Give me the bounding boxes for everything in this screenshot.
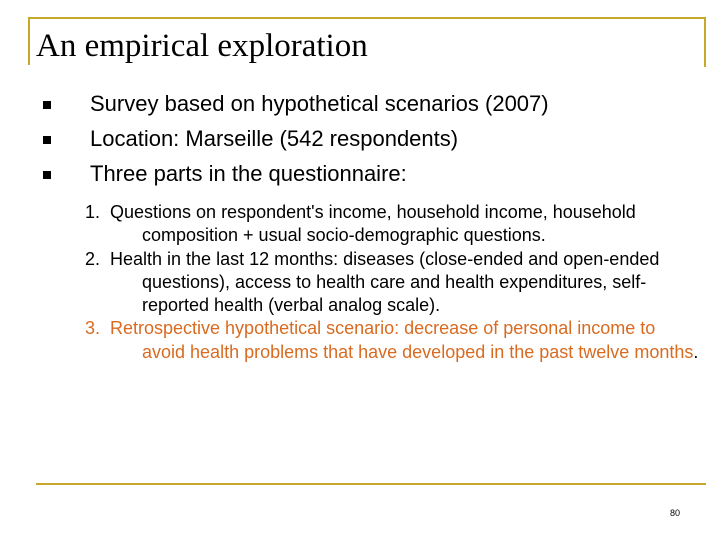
item-number: 2. [84,248,100,269]
item-number: 3. [84,318,100,339]
item-text [110,317,702,364]
top-rule [28,17,706,19]
item-text [110,201,702,248]
numbered-item [0,201,702,248]
square-bullet-icon [43,101,51,109]
square-bullet-icon [43,136,51,144]
item-text-body: Questions on respondent's income, household income, household composition + usual socio-demographic questions. [110,202,636,246]
item-text [110,248,702,318]
numbered-item [0,317,702,364]
numbered-item [0,248,702,318]
item-trailing-period: . [693,341,699,362]
highlighted-item-text: Retrospective hypothetical scenario: decrease of personal income to avoid health problems that have developed in the past twelve months [110,318,694,362]
slide-title: An empirical exploration [36,28,368,64]
numbered-list [0,201,702,364]
left-rule [28,17,30,65]
bullet-text: Location: Marseille (542 respondents) [90,126,459,151]
bullet-text: Survey based on hypothetical scenarios (2007) [90,91,549,116]
item-text-body: Health in the last 12 months: diseases (close-ended and open-ended questions), access to health care and health expenditures, self-reported health (verbal analog scale). [110,248,660,316]
page-number: 80 [669,508,680,518]
right-rule [704,17,706,67]
bottom-rule [36,483,706,485]
square-bullet-icon [43,171,51,179]
bullet-text: Three parts in the questionnaire: [90,161,407,186]
item-number: 1. [84,202,100,222]
